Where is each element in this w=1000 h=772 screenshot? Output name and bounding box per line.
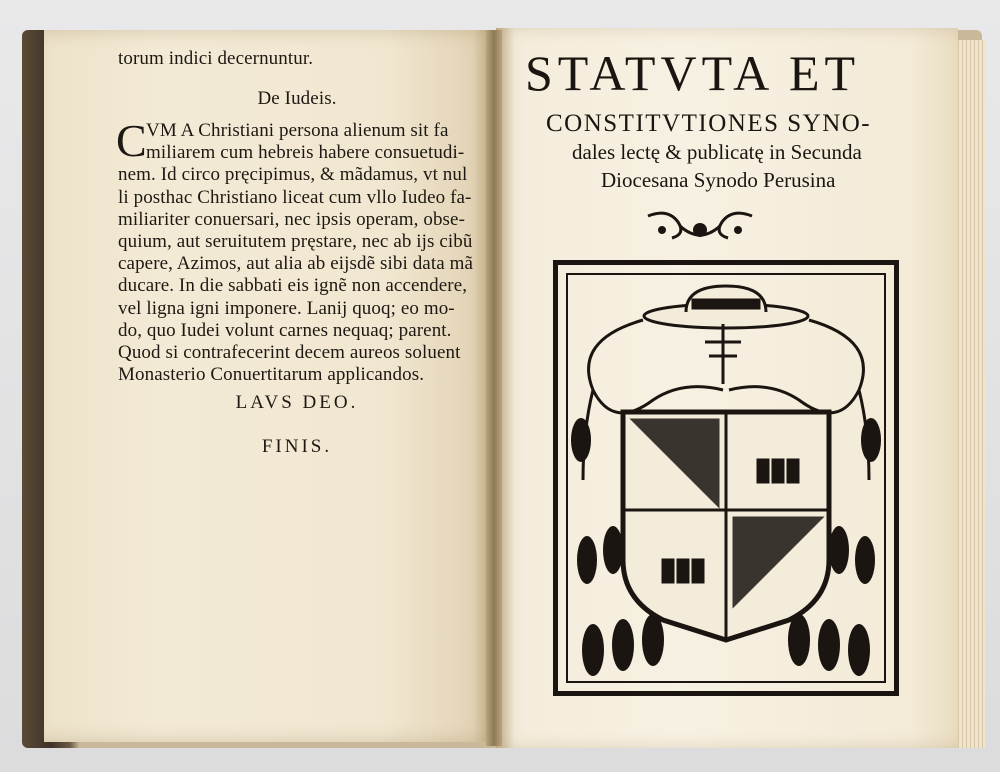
body-line: miliarem cum hebreis habere consuetudi-	[146, 142, 465, 164]
body-line: Quod si contrafecerint decem aureos soluent	[118, 342, 461, 363]
body-line: nem. Id circo pręcipimus, & mãdamus, vt nul	[118, 164, 468, 186]
body-line: capere, Azimos, aut alia ab eijsdẽ sibi data mã	[118, 253, 474, 275]
page-edges	[955, 40, 985, 748]
left-page-top-line: torum indici decernuntur.	[118, 48, 314, 69]
body-line: ducare. In die sabbati eis ignẽ non accendere,	[118, 275, 468, 297]
finis: FINIS.	[261, 436, 333, 457]
body-line: do, quo Iudei volunt carnes nequaq; parent.	[118, 319, 452, 341]
body-line: quium, aut seruitutem pręstare, nec ab ijs cibũ	[118, 231, 473, 252]
title-line-4: Diocesana Synodo Perusina	[601, 168, 836, 192]
title-line-2: CONSTITVTIONES SYNO-	[546, 110, 872, 137]
book-gutter	[486, 30, 502, 746]
drop-cap: C	[116, 115, 147, 166]
body-line: Monasterio Conuertitarum applicandos.	[118, 364, 425, 386]
title-statuta: STATVTA ET	[525, 45, 861, 101]
body-line: miliariter conuersari, nec ipsis operam, obse-	[118, 208, 466, 230]
ornament-fleuron-icon	[640, 204, 760, 248]
coat-of-arms-woodcut	[553, 260, 899, 696]
body-line: vel ligna igni imponere. Lanij quoq; eo mo-	[118, 297, 455, 319]
section-heading: De Iudeis.	[257, 88, 337, 109]
laus-deo: LAVS DEO.	[235, 392, 359, 413]
body-line: li posthac Christiano liceat cum vllo Iudeo fa-	[118, 186, 472, 208]
body-line: VM A Christiani persona alienum sit fa	[146, 120, 449, 141]
title-line-3: dales lectę & publicatę in Secunda	[572, 140, 862, 164]
